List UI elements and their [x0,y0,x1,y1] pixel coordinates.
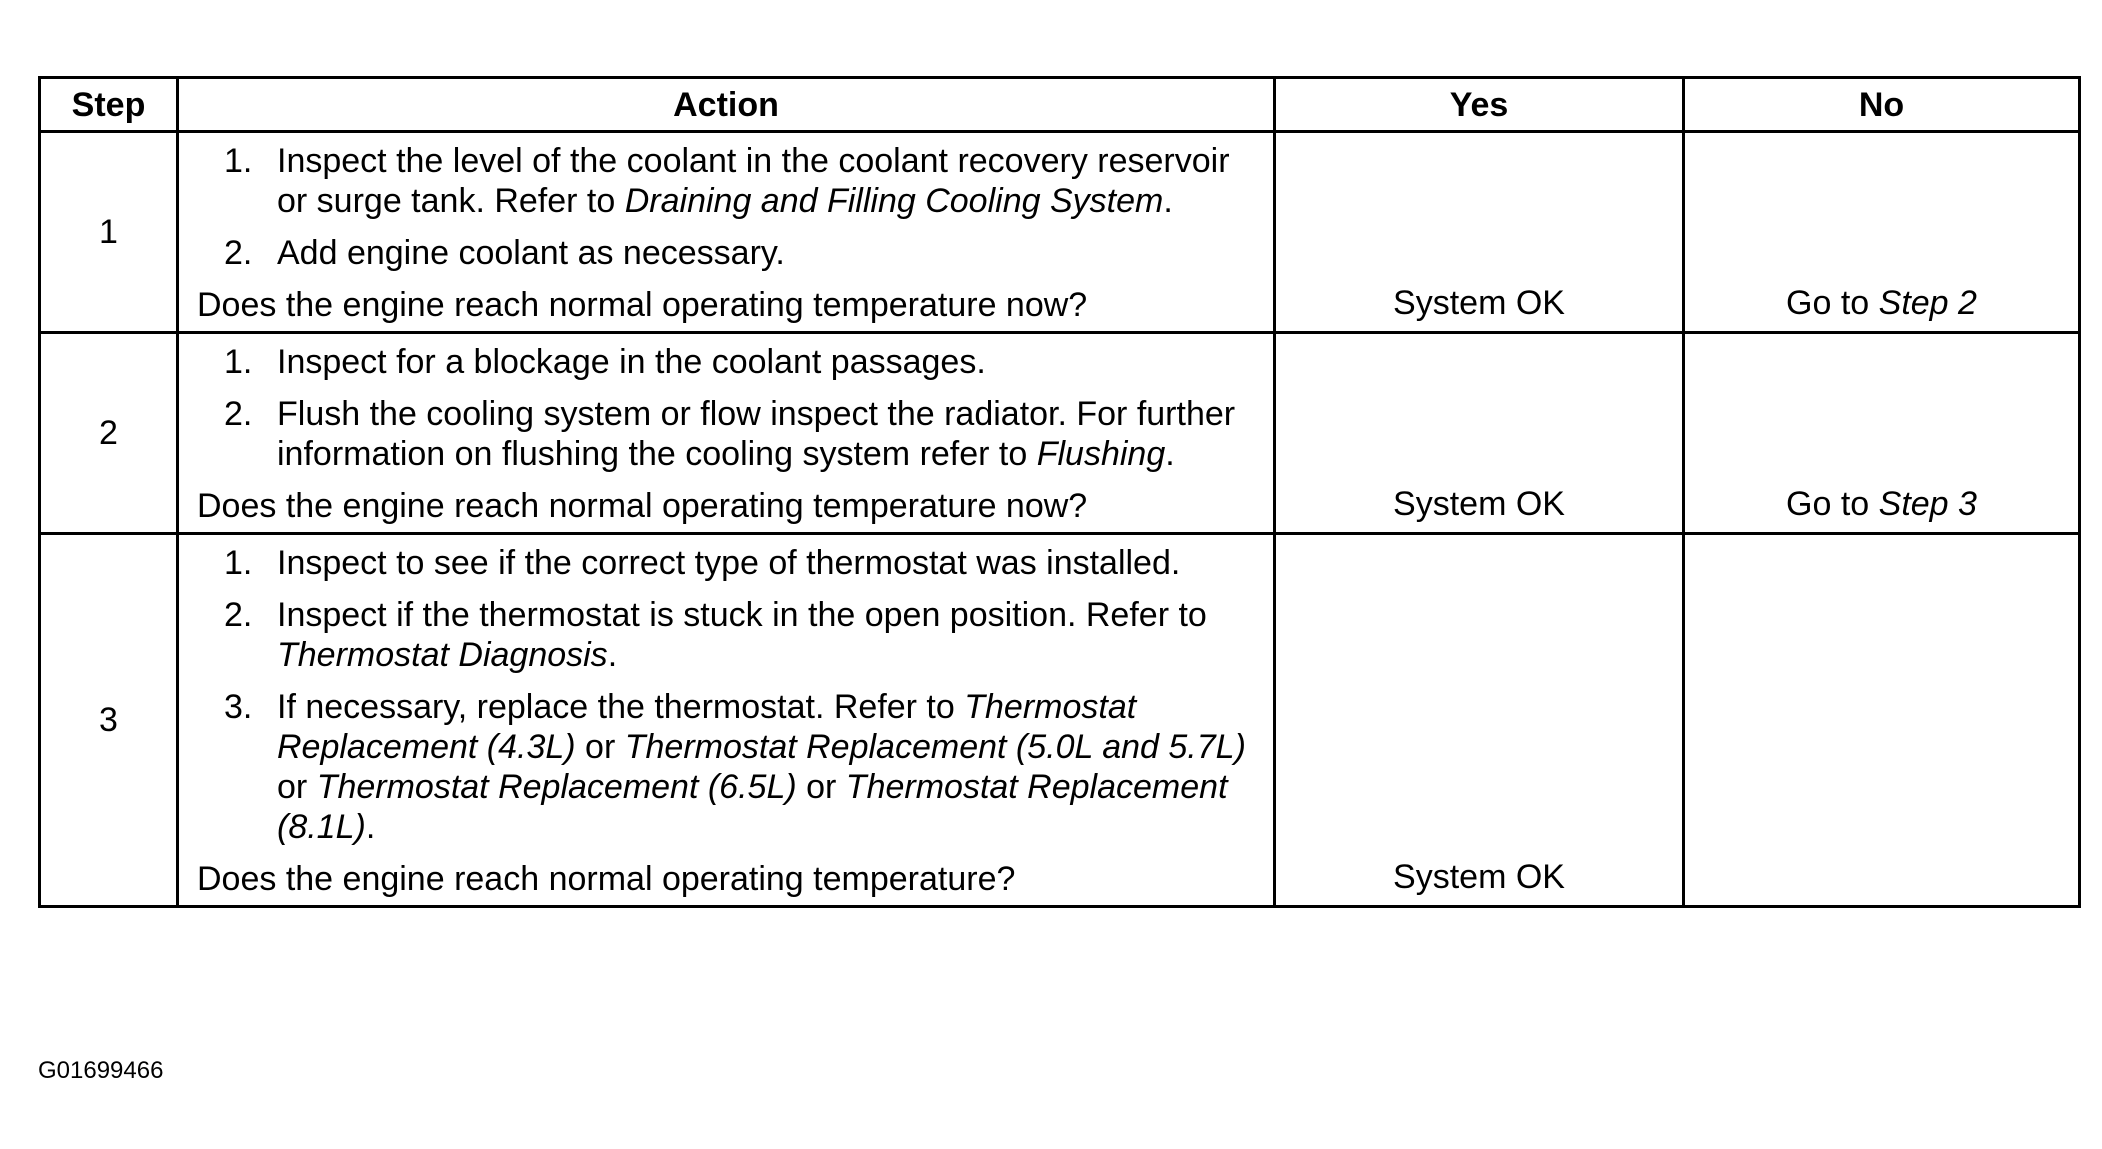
action-cell [178,534,1275,907]
action-cell [178,333,1275,534]
reference-link[interactable]: Flushing [1036,435,1166,473]
no-result-prefix: Go to [1786,485,1879,523]
no-result-prefix: Go to [1786,284,1879,322]
item-text: Add engine coolant as necessary. [277,234,785,272]
item-text: Flush the cooling system or flow inspect the radiator. For further information on flushing the cooling system refer to [277,395,1236,473]
list-item [197,141,1253,221]
yes-result: System OK [1275,534,1684,907]
action-list [197,342,1253,474]
item-end: . [1163,182,1173,220]
item-text: Inspect for a blockage in the coolant passages. [277,343,986,381]
step-number: 2 [40,333,178,534]
header-no: No [1684,78,2080,132]
no-result [1684,132,2080,333]
step-number: 1 [40,132,178,333]
item-end: . [607,636,618,674]
table-row [40,534,2080,907]
item-text: Inspect the level of the coolant in the coolant recovery reservoir or surge tank. Refer to [277,142,1230,220]
step-reference-link[interactable]: Step 2 [1878,284,1977,322]
yes-result: System OK [1275,333,1684,534]
no-result [1684,333,2080,534]
list-item [197,543,1253,583]
item-text-connector: or [575,728,625,766]
reference-link[interactable]: Thermostat Replacement (5.0L and 5.7L) [624,728,1246,766]
header-yes: Yes [1275,78,1684,132]
item-number: 2. [224,234,253,272]
diagnostic-question: Does the engine reach normal operating temperature now? [197,286,1088,324]
header-row [40,78,2080,132]
item-text: Inspect to see if the correct type of thermostat was installed. [277,544,1181,582]
reference-link[interactable]: Thermostat Replacement (6.5L) [316,768,797,806]
item-number: 1. [224,343,253,381]
list-item [197,233,1253,273]
header-action: Action [178,78,1275,132]
item-number: 1. [224,142,253,180]
yes-result: System OK [1275,132,1684,333]
action-list [197,141,1253,273]
action-cell [178,132,1275,333]
table-row [40,132,2080,333]
diagnostic-table [38,76,2081,908]
item-text: Inspect if the thermostat is stuck in the open position. Refer to [277,596,1207,634]
item-number: 2. [224,596,253,634]
item-end: . [365,808,376,846]
reference-link[interactable]: Thermostat Diagnosis [277,636,608,674]
reference-link[interactable]: Thermostat Replacement (8.1L) [277,768,1228,846]
reference-link[interactable]: Draining and Filling Cooling System [624,182,1164,220]
list-item [197,687,1253,847]
diagnostic-question: Does the engine reach normal operating temperature now? [197,487,1088,525]
header-step: Step [40,78,178,132]
list-item [197,595,1253,675]
list-item [197,394,1253,474]
item-number: 1. [224,544,253,582]
diagnostic-question: Does the engine reach normal operating temperature? [197,860,1016,898]
step-reference-link[interactable]: Step 3 [1878,485,1977,523]
figure-id: G01699466 [38,1057,164,1084]
table-row [40,333,2080,534]
item-text-connector: or [277,768,317,806]
action-list [197,543,1253,847]
step-number: 3 [40,534,178,907]
item-number: 3. [224,688,253,726]
item-end: . [1165,435,1175,473]
item-text-connector: or [796,768,846,806]
no-result [1684,534,2080,907]
item-number: 2. [224,395,253,433]
reference-link[interactable]: Thermostat Replacement (4.3L) [277,688,1137,766]
item-text: If necessary, replace the thermostat. Refer to [277,688,965,726]
list-item [197,342,1253,382]
